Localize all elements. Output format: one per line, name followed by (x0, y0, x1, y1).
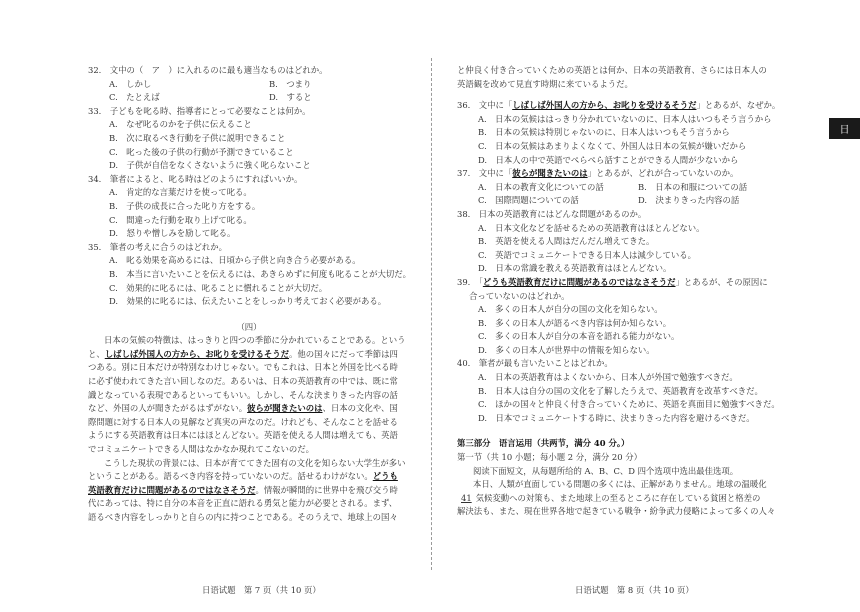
passage-line (88, 484, 410, 498)
question-39-line-2: 合っていないのはどれか。 (469, 290, 570, 301)
passage-line: つある。別に日本だけが特別なわけじゃない。でもこれは、日本と外国を比べる時 (88, 362, 398, 373)
passage-line: 語るべき内容をしっかりと自らの内に持つことである。そのうえで、地球上の国々 (88, 512, 398, 522)
passage-text: 。他の国々にだって季節は四 (289, 348, 398, 359)
question-38: 38. 日本の英語教育にはどんな問題があるのか。 (457, 208, 647, 219)
option-b: B. 日本の和服についての話 (638, 181, 748, 192)
passage-line (88, 402, 410, 416)
question-text: 」とあるが、その原因に (675, 276, 768, 287)
question-36 (457, 99, 781, 113)
underlined-phrase: 彼らが聞きたいのは (247, 403, 323, 414)
option-a: A. 叱る効果を高めるには、日頃から子供と向き合う必要がある。 (109, 255, 361, 266)
option-c: C. 間違った行動を取り上げて叱る。 (109, 214, 252, 225)
option-a: A. 日本の教育文化についての話 (478, 181, 604, 192)
option-b: B. 本当に言いたいことを伝えるには、あきらめずに何度も叱ることが大切だ。 (109, 268, 411, 279)
passage-line: 日本の気候の特徴は、はっきりと四つの季節に分かれていることである。という (103, 335, 406, 346)
option-a: A. 日本文化などを話せるための英語教育はほとんどない。 (478, 222, 705, 233)
passage-text: ということがある。語るべき内容を持っていないのだ。話せるわけがない。 (88, 471, 373, 482)
reading-line (457, 492, 771, 506)
option-c: C. 日本の気候はあまりよくなくて、外国人は日本の気候が嫌いだから (478, 140, 747, 151)
passage-line: 英語観を改めて見直す時期に来ているようだ。 (457, 78, 633, 89)
reading-text: 気候変動への対策も、また地球上の至るところに存在している貧困と格差の (475, 492, 761, 503)
column-divider (431, 58, 433, 570)
underlined-phrase: 彼らが聞きたいのは (512, 168, 588, 179)
option-b: B. 英語を使える人間はだんだん増えてきた。 (478, 236, 655, 247)
underlined-phrase: しばしば外国人の方から、お叱りを受けるそうだ (512, 100, 697, 111)
reading-line: 本日、人類が直面している問題の多くには、正解がありません。地球の温暖化 (472, 479, 767, 490)
passage-line (88, 470, 410, 484)
option-d: D. 子供が自信をなくさないように強く叱らないこと (109, 160, 311, 171)
passage-text: と、 (88, 348, 105, 359)
option-b: B. 次に取るべき行動を子供に説明できること (109, 132, 286, 143)
option-d: D. 決まりきった内容の話 (638, 195, 740, 206)
option-d: D. 多くの日本人が世界中の情報を知らない。 (478, 344, 655, 355)
passage-line: に必ず使われてきた言い回しなのだ。あるいは、日本の英語教育の中では、既に常 (88, 376, 398, 387)
blank-41: 41 (461, 492, 472, 503)
section-one-heading: 第一节（共 10 小题；每小题 2 分，满分 20 分） (457, 452, 642, 463)
underlined-phrase: どうも (372, 471, 398, 482)
option-d: D. 効果的に叱るには、伝えたいことをしっかり考えておく必要がある。 (109, 296, 387, 307)
underlined-phrase: 英語教育だけに問題があるのではなさそうだ (88, 484, 256, 495)
option-c: C. 英語でコミュニケートできる日本人は減少している。 (478, 249, 696, 260)
option-a: A. しかし (109, 78, 152, 89)
passage-text: 。情報が瞬間的に世界中を飛び交う時 (255, 484, 398, 495)
passage-line: 際問題に対する日本人の見解など真実の声なのだ。けれども、そんなことを話せる (88, 416, 398, 427)
underlined-phrase: どうも英語教育だけに問題があるのではなさそうだ (482, 276, 676, 287)
option-a: A. 肯定的な言葉だけを使って叱る。 (109, 187, 252, 198)
passage-text: など、外国の人が聞きたがるはずがない。 (88, 403, 248, 414)
option-d: D. 日本人の中で英語でぺらぺら話すことができる人間が少ないから (478, 154, 739, 165)
subject-side-tab: 日 (829, 118, 860, 139)
left-column (88, 64, 410, 525)
question-text: 39. 「 (457, 276, 483, 287)
question-text: 36. 文中に「 (457, 100, 513, 111)
option-b: B. つまり (269, 78, 312, 89)
option-a: A. 多くの日本人が自分の国の文化を知らない。 (478, 304, 663, 315)
passage-line: でコミュニケートできる人間はなかなか現れてこないのだ。 (88, 444, 314, 455)
option-a: A. 日本の英語教育はよくないから、日本人が外国で勉強すべきだ。 (478, 372, 738, 383)
question-37-options-2 (457, 194, 771, 208)
question-34: 34. 筆者によると、叱る時はどのようにすればいいか。 (88, 173, 303, 184)
question-text: 」とあるが、どれが合っていないのか。 (587, 168, 739, 179)
section-heading: （四） (236, 321, 262, 332)
passage-line: こうした現状の背景には、日本が育ててきた固有の文化を知らない大学生が多い (103, 457, 406, 468)
option-c: C. 多くの日本人が自分の本音を語れる能力がない。 (478, 331, 680, 342)
passage-text: 、日本の文化や、国 (322, 403, 398, 414)
part-three-heading: 第三部分 语言运用（共两节，满分 40 分。） (457, 438, 630, 449)
question-35: 35. 筆者の考えに合うのはどれか。 (88, 241, 227, 252)
question-39 (457, 276, 771, 290)
option-c: C. ほかの国々と仲良く付き合っていくために、英語を真面目に勉強すべきだ。 (478, 399, 780, 410)
page-footer-right: 日语试题 第 8 页（共 10 页） (575, 585, 694, 595)
question-text: 37. 文中に「 (457, 168, 513, 179)
passage-line: 識となっている表現であるといってもいい。しかし、そんな決まりきった内容の話 (88, 389, 398, 400)
option-c: C. たとえば (109, 92, 160, 103)
page-footer-left: 日语试题 第 7 页（共 10 页） (202, 585, 321, 595)
question-37-options (457, 181, 771, 195)
option-c: C. 国際問題についての話 (478, 195, 579, 206)
option-d: D. 日本の常識を教える英語教育はほとんどない。 (478, 263, 672, 274)
passage-line: と仲良く付き合っていくための英語とは何か、日本の英語教育、さらには日本人の (457, 65, 767, 75)
question-32: 32. 文中の（ ア ）に入れるのに最も適当なものはどれか。 (88, 65, 328, 75)
instructions: 阅读下面短文，从每题所给的 A、B、C、D 四个选项中选出最佳选项。 (472, 465, 739, 476)
option-d: D. 日本でコミュニケートする時に、決まりきった内容を避けるべきだ。 (478, 412, 755, 423)
question-37 (457, 167, 771, 181)
option-b: B. 多くの日本人が語るべき内容は何か知らない。 (478, 317, 672, 328)
option-a: A. 日本の気候ははっきり分かれていないのに、日本人はいつもそう言うから (478, 113, 772, 124)
reading-line: 解決法も、また、現在世界各地で起きている戦争・紛争武力侵略によって多くの人々 (457, 506, 776, 517)
option-a: A. なぜ叱るのかを子供に伝えること (109, 119, 252, 130)
question-33: 33. 子どもを叱る時、指導者にとって必要なことは何か。 (88, 105, 311, 116)
option-d: D. 怒りや憎しみを励して叱る。 (109, 228, 236, 239)
passage-line: ようにする英語教育は日本にはほとんどない。英語を使える人間は増えても、英語 (88, 430, 398, 441)
option-c: C. 叱った後の子供の行動が予測できていること (109, 146, 294, 157)
option-b: B. 日本の気候は特別じゃないのに、日本人はいつもそう言うから (478, 127, 730, 138)
question-text: 」とあるが、なぜか。 (696, 100, 781, 111)
underlined-phrase: しばしば外国人の方から、お叱りを受けるそうだ (104, 348, 289, 359)
option-b: B. 子供の成長に合った叱り方をする。 (109, 200, 261, 211)
passage-line (88, 348, 410, 362)
right-column (457, 64, 781, 519)
passage-line: 代にあっては、特に自分の本音を正直に語れる勇気と能力が必要とされる。まず、 (88, 498, 398, 509)
question-32-options-2 (88, 91, 410, 105)
option-d: D. すると (269, 92, 312, 103)
question-40: 40. 筆者が最も言いたいことはどれか。 (457, 358, 613, 369)
option-b: B. 日本人は自分の国の文化を了解したうえで、英語教育を改革すべきだ。 (478, 385, 763, 396)
question-32-options (88, 78, 410, 92)
option-c: C. 効果的に叱るには、叱ることに慣れることが大切だ。 (109, 282, 328, 293)
